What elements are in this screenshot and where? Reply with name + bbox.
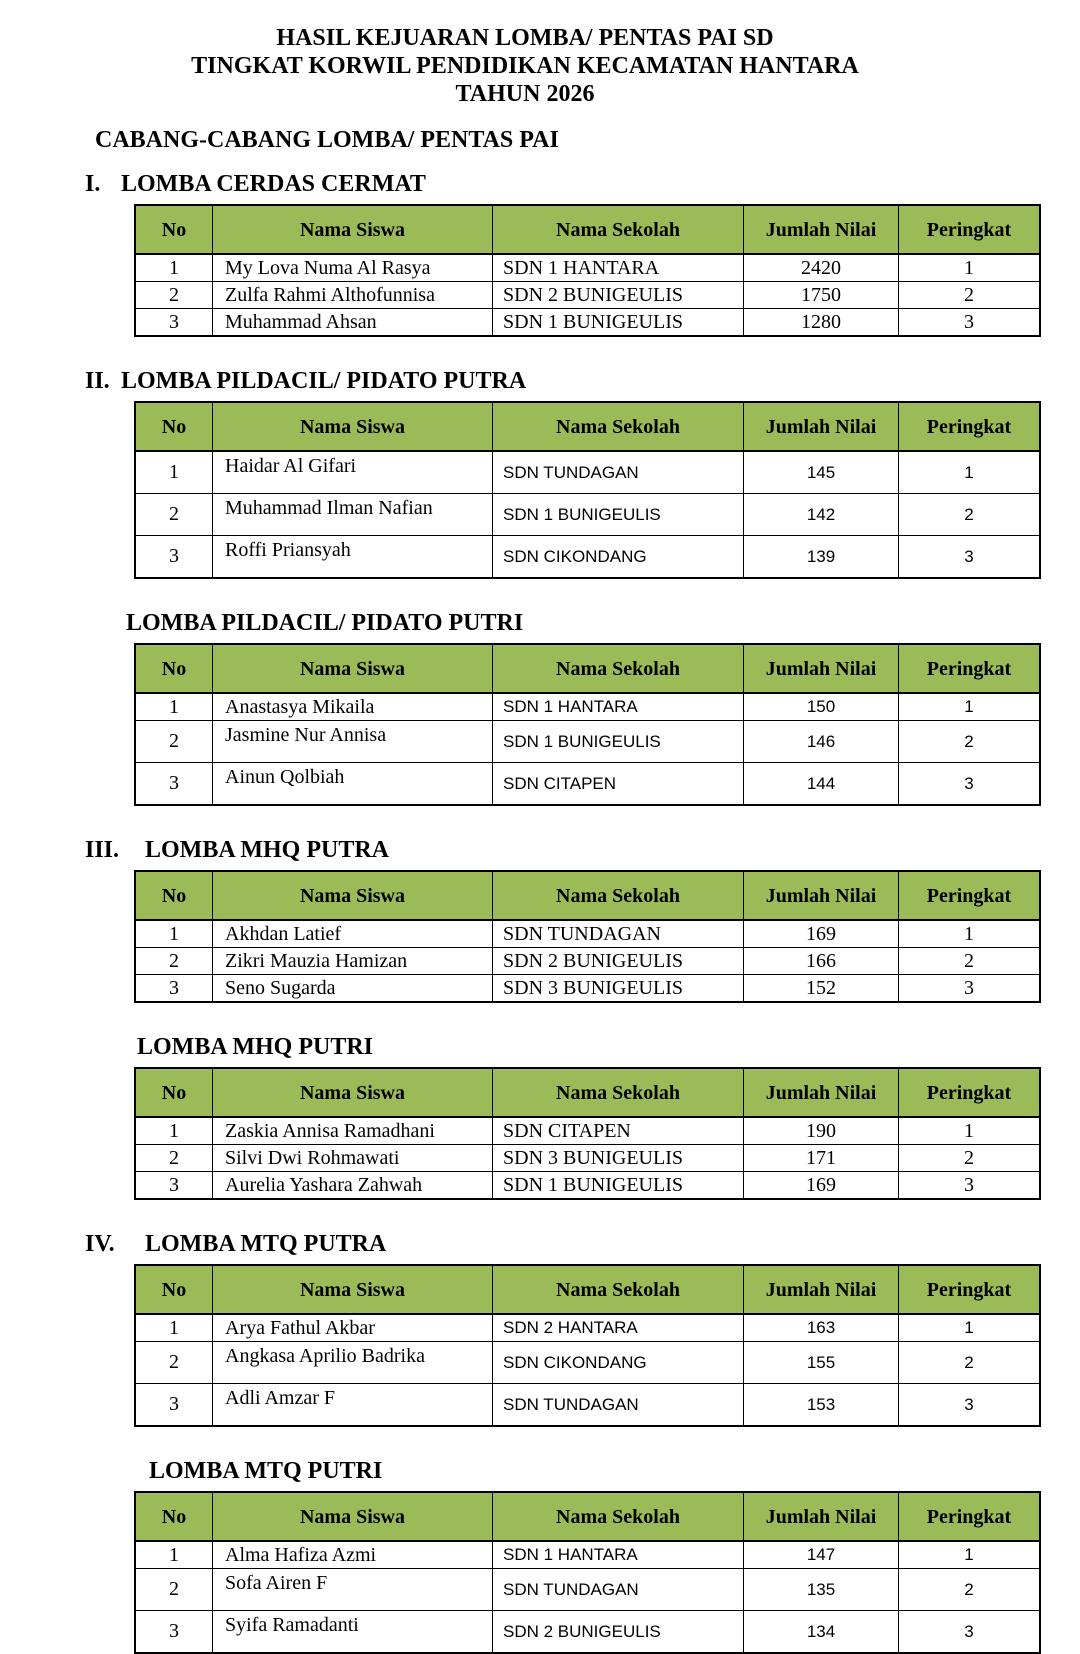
- result-row: [135, 1569, 1040, 1611]
- cell-nama-siswa: Angkasa Aprilio Badrika: [213, 1342, 493, 1384]
- cell-jumlah-nilai: 2420: [744, 254, 899, 282]
- document-title: [0, 24, 1050, 108]
- column-header-jumlah-nilai: Jumlah Nilai: [744, 205, 899, 254]
- column-header-nama-siswa: Nama Siswa: [213, 871, 493, 920]
- column-header-peringkat: Peringkat: [899, 1265, 1041, 1314]
- sections-container: [0, 170, 1080, 1654]
- cell-nama-siswa: Syifa Ramadanti: [213, 1611, 493, 1654]
- cell-no: 1: [135, 1117, 213, 1145]
- result-row: [135, 1117, 1040, 1145]
- column-header-no: No: [135, 871, 213, 920]
- table-header-row: [135, 205, 1040, 254]
- section-heading-text: LOMBA MHQ PUTRI: [137, 1034, 374, 1060]
- column-header-nama-sekolah: Nama Sekolah: [493, 402, 744, 451]
- cell-jumlah-nilai: 166: [744, 948, 899, 975]
- cell-peringkat: 3: [899, 1172, 1041, 1200]
- cell-nama-sekolah: SDN 3 BUNIGEULIS: [493, 975, 744, 1003]
- cell-no: 1: [135, 693, 213, 721]
- column-header-nama-siswa: Nama Siswa: [213, 644, 493, 693]
- cell-nama-siswa: Jasmine Nur Annisa: [213, 721, 493, 763]
- cell-nama-siswa: Alma Hafiza Azmi: [213, 1541, 493, 1569]
- cell-no: 1: [135, 1541, 213, 1569]
- lomba-section-5: [85, 1033, 1080, 1200]
- cell-peringkat: 1: [899, 693, 1041, 721]
- section-heading-text: LOMBA PILDACIL/ PIDATO PUTRA: [121, 368, 527, 394]
- cell-nama-siswa: My Lova Numa Al Rasya: [213, 254, 493, 282]
- results-table: [134, 1491, 1041, 1654]
- section-heading-text: LOMBA MHQ PUTRA: [145, 837, 389, 863]
- cell-jumlah-nilai: 146: [744, 721, 899, 763]
- cell-nama-sekolah: SDN 2 BUNIGEULIS: [493, 1611, 744, 1654]
- cell-nama-siswa: Silvi Dwi Rohmawati: [213, 1145, 493, 1172]
- results-table: [134, 1067, 1041, 1200]
- cell-nama-siswa: Zikri Mauzia Hamizan: [213, 948, 493, 975]
- cell-peringkat: 1: [899, 1314, 1041, 1342]
- table-header-row: [135, 1265, 1040, 1314]
- column-header-peringkat: Peringkat: [899, 402, 1041, 451]
- cell-no: 2: [135, 1569, 213, 1611]
- cell-no: 2: [135, 1145, 213, 1172]
- cell-jumlah-nilai: 135: [744, 1569, 899, 1611]
- cell-nama-sekolah: SDN 2 HANTARA: [493, 1314, 744, 1342]
- cell-jumlah-nilai: 142: [744, 494, 899, 536]
- result-row: [135, 282, 1040, 309]
- result-row: [135, 1314, 1040, 1342]
- cell-jumlah-nilai: 171: [744, 1145, 899, 1172]
- cell-no: 2: [135, 494, 213, 536]
- results-table: [134, 643, 1041, 806]
- result-row: [135, 494, 1040, 536]
- cell-nama-siswa: Roffi Priansyah: [213, 536, 493, 579]
- cell-nama-siswa: Adli Amzar F: [213, 1384, 493, 1427]
- table-header-row: [135, 1068, 1040, 1117]
- cell-no: 2: [135, 1342, 213, 1384]
- cell-jumlah-nilai: 153: [744, 1384, 899, 1427]
- column-header-no: No: [135, 205, 213, 254]
- cell-jumlah-nilai: 147: [744, 1541, 899, 1569]
- cell-nama-sekolah: SDN 1 HANTARA: [493, 254, 744, 282]
- section-numeral: III.: [85, 837, 120, 863]
- result-row: [135, 975, 1040, 1003]
- section-heading-text: LOMBA MTQ PUTRI: [149, 1458, 383, 1484]
- cell-peringkat: 3: [899, 1611, 1041, 1654]
- cell-nama-sekolah: SDN 2 BUNIGEULIS: [493, 282, 744, 309]
- cell-nama-sekolah: SDN TUNDAGAN: [493, 1569, 744, 1611]
- cell-no: 1: [135, 920, 213, 948]
- title-line-1: HASIL KEJUARAN LOMBA/ PENTAS PAI SD: [276, 25, 774, 51]
- cell-no: 3: [135, 536, 213, 579]
- cell-nama-siswa: Sofa Airen F: [213, 1569, 493, 1611]
- cell-peringkat: 1: [899, 1117, 1041, 1145]
- cell-no: 2: [135, 282, 213, 309]
- column-header-jumlah-nilai: Jumlah Nilai: [744, 871, 899, 920]
- cell-peringkat: 2: [899, 948, 1041, 975]
- section-heading: [85, 1033, 1080, 1061]
- section-numeral: I.: [85, 171, 101, 197]
- section-heading: [85, 1230, 1080, 1258]
- cell-jumlah-nilai: 169: [744, 920, 899, 948]
- cell-peringkat: 2: [899, 282, 1041, 309]
- column-header-no: No: [135, 1068, 213, 1117]
- result-row: [135, 309, 1040, 337]
- result-row: [135, 920, 1040, 948]
- table-header-row: [135, 644, 1040, 693]
- cell-no: 1: [135, 451, 213, 494]
- cell-no: 2: [135, 721, 213, 763]
- lomba-section-3: [85, 609, 1080, 806]
- cell-jumlah-nilai: 1750: [744, 282, 899, 309]
- column-header-peringkat: Peringkat: [899, 205, 1041, 254]
- cell-nama-sekolah: SDN 1 HANTARA: [493, 1541, 744, 1569]
- section-heading-text: LOMBA CERDAS CERMAT: [121, 171, 426, 197]
- lomba-section-2: [85, 367, 1080, 579]
- section-heading: [85, 609, 1080, 637]
- column-header-jumlah-nilai: Jumlah Nilai: [744, 1265, 899, 1314]
- table-header-row: [135, 1492, 1040, 1541]
- cell-nama-sekolah: SDN CITAPEN: [493, 763, 744, 806]
- result-row: [135, 1342, 1040, 1384]
- lomba-section-7: [85, 1457, 1080, 1654]
- section-numeral: IV.: [85, 1231, 115, 1257]
- cell-jumlah-nilai: 169: [744, 1172, 899, 1200]
- cell-no: 3: [135, 1384, 213, 1427]
- cell-nama-siswa: Aurelia Yashara Zahwah: [213, 1172, 493, 1200]
- cell-no: 2: [135, 948, 213, 975]
- cell-jumlah-nilai: 152: [744, 975, 899, 1003]
- cell-jumlah-nilai: 145: [744, 451, 899, 494]
- cell-nama-sekolah: SDN 3 BUNIGEULIS: [493, 1145, 744, 1172]
- column-header-peringkat: Peringkat: [899, 1068, 1041, 1117]
- column-header-nama-siswa: Nama Siswa: [213, 1068, 493, 1117]
- cell-nama-sekolah: SDN 2 BUNIGEULIS: [493, 948, 744, 975]
- cell-nama-siswa: Zulfa Rahmi Althofunnisa: [213, 282, 493, 309]
- table-header-row: [135, 402, 1040, 451]
- cell-peringkat: 2: [899, 1145, 1041, 1172]
- cell-no: 3: [135, 309, 213, 337]
- result-row: [135, 254, 1040, 282]
- cell-nama-sekolah: SDN 1 BUNIGEULIS: [493, 1172, 744, 1200]
- table-header-row: [135, 871, 1040, 920]
- result-row: [135, 1172, 1040, 1200]
- column-header-nama-sekolah: Nama Sekolah: [493, 871, 744, 920]
- cell-jumlah-nilai: 190: [744, 1117, 899, 1145]
- result-row: [135, 1384, 1040, 1427]
- cell-nama-sekolah: SDN 1 BUNIGEULIS: [493, 309, 744, 337]
- column-header-nama-sekolah: Nama Sekolah: [493, 644, 744, 693]
- cell-peringkat: 3: [899, 309, 1041, 337]
- cell-nama-sekolah: SDN 1 HANTARA: [493, 693, 744, 721]
- cell-peringkat: 3: [899, 536, 1041, 579]
- column-header-nama-siswa: Nama Siswa: [213, 402, 493, 451]
- column-header-nama-siswa: Nama Siswa: [213, 1265, 493, 1314]
- cell-no: 3: [135, 975, 213, 1003]
- cell-nama-siswa: Haidar Al Gifari: [213, 451, 493, 494]
- results-table: [134, 204, 1041, 337]
- result-row: [135, 1541, 1040, 1569]
- cell-peringkat: 3: [899, 763, 1041, 806]
- result-row: [135, 536, 1040, 579]
- lomba-section-4: [85, 836, 1080, 1003]
- cell-nama-sekolah: SDN CIKONDANG: [493, 1342, 744, 1384]
- cell-no: 3: [135, 763, 213, 806]
- cell-nama-siswa: Seno Sugarda: [213, 975, 493, 1003]
- cell-nama-siswa: Anastasya Mikaila: [213, 693, 493, 721]
- column-header-nama-sekolah: Nama Sekolah: [493, 1492, 744, 1541]
- column-header-jumlah-nilai: Jumlah Nilai: [744, 1492, 899, 1541]
- cell-nama-sekolah: SDN 1 BUNIGEULIS: [493, 494, 744, 536]
- lomba-section-6: [85, 1230, 1080, 1427]
- subtitle: CABANG-CABANG LOMBA/ PENTAS PAI: [95, 127, 559, 153]
- column-header-nama-sekolah: Nama Sekolah: [493, 1068, 744, 1117]
- cell-peringkat: 2: [899, 494, 1041, 536]
- section-numeral: II.: [85, 368, 110, 394]
- section-heading: [85, 367, 1080, 395]
- cell-jumlah-nilai: 1280: [744, 309, 899, 337]
- section-heading: [85, 1457, 1080, 1485]
- cell-nama-sekolah: SDN TUNDAGAN: [493, 451, 744, 494]
- column-header-no: No: [135, 1265, 213, 1314]
- cell-nama-siswa: Muhammad Ahsan: [213, 309, 493, 337]
- cell-nama-siswa: Zaskia Annisa Ramadhani: [213, 1117, 493, 1145]
- cell-nama-sekolah: SDN 1 BUNIGEULIS: [493, 721, 744, 763]
- title-line-3: TAHUN 2026: [455, 81, 595, 107]
- result-row: [135, 763, 1040, 806]
- cell-no: 1: [135, 1314, 213, 1342]
- cell-jumlah-nilai: 134: [744, 1611, 899, 1654]
- cell-peringkat: 3: [899, 975, 1041, 1003]
- cell-peringkat: 2: [899, 721, 1041, 763]
- cell-jumlah-nilai: 139: [744, 536, 899, 579]
- cell-peringkat: 1: [899, 920, 1041, 948]
- cell-nama-sekolah: SDN TUNDAGAN: [493, 920, 744, 948]
- cell-peringkat: 2: [899, 1342, 1041, 1384]
- cell-peringkat: 2: [899, 1569, 1041, 1611]
- cell-nama-sekolah: SDN CITAPEN: [493, 1117, 744, 1145]
- result-row: [135, 948, 1040, 975]
- cell-jumlah-nilai: 144: [744, 763, 899, 806]
- column-header-no: No: [135, 1492, 213, 1541]
- results-table: [134, 401, 1041, 579]
- cell-nama-siswa: Muhammad Ilman Nafian: [213, 494, 493, 536]
- cell-jumlah-nilai: 155: [744, 1342, 899, 1384]
- column-header-jumlah-nilai: Jumlah Nilai: [744, 644, 899, 693]
- section-heading: [85, 170, 1080, 198]
- result-row: [135, 451, 1040, 494]
- result-row: [135, 1145, 1040, 1172]
- cell-no: 3: [135, 1172, 213, 1200]
- result-row: [135, 1611, 1040, 1654]
- column-header-nama-siswa: Nama Siswa: [213, 1492, 493, 1541]
- section-heading-text: LOMBA PILDACIL/ PIDATO PUTRI: [126, 610, 524, 636]
- column-header-peringkat: Peringkat: [899, 644, 1041, 693]
- column-header-peringkat: Peringkat: [899, 1492, 1041, 1541]
- column-header-no: No: [135, 402, 213, 451]
- cell-jumlah-nilai: 150: [744, 693, 899, 721]
- cell-nama-siswa: Arya Fathul Akbar: [213, 1314, 493, 1342]
- cell-nama-sekolah: SDN TUNDAGAN: [493, 1384, 744, 1427]
- column-header-peringkat: Peringkat: [899, 871, 1041, 920]
- section-heading-text: LOMBA MTQ PUTRA: [145, 1231, 387, 1257]
- lomba-section-1: [85, 170, 1080, 337]
- result-row: [135, 721, 1040, 763]
- title-line-2: TINGKAT KORWIL PENDIDIKAN KECAMATAN HANTARA: [191, 53, 859, 79]
- cell-nama-siswa: Akhdan Latief: [213, 920, 493, 948]
- cell-peringkat: 3: [899, 1384, 1041, 1427]
- cell-nama-siswa: Ainun Qolbiah: [213, 763, 493, 806]
- column-header-jumlah-nilai: Jumlah Nilai: [744, 402, 899, 451]
- cell-peringkat: 1: [899, 254, 1041, 282]
- cell-no: 1: [135, 254, 213, 282]
- column-header-nama-sekolah: Nama Sekolah: [493, 205, 744, 254]
- cell-jumlah-nilai: 163: [744, 1314, 899, 1342]
- cell-nama-sekolah: SDN CIKONDANG: [493, 536, 744, 579]
- column-header-nama-siswa: Nama Siswa: [213, 205, 493, 254]
- column-header-nama-sekolah: Nama Sekolah: [493, 1265, 744, 1314]
- cell-peringkat: 1: [899, 1541, 1041, 1569]
- result-row: [135, 693, 1040, 721]
- cell-no: 3: [135, 1611, 213, 1654]
- column-header-jumlah-nilai: Jumlah Nilai: [744, 1068, 899, 1117]
- section-heading: [85, 836, 1080, 864]
- column-header-no: No: [135, 644, 213, 693]
- results-table: [134, 1264, 1041, 1427]
- cell-peringkat: 1: [899, 451, 1041, 494]
- results-table: [134, 870, 1041, 1003]
